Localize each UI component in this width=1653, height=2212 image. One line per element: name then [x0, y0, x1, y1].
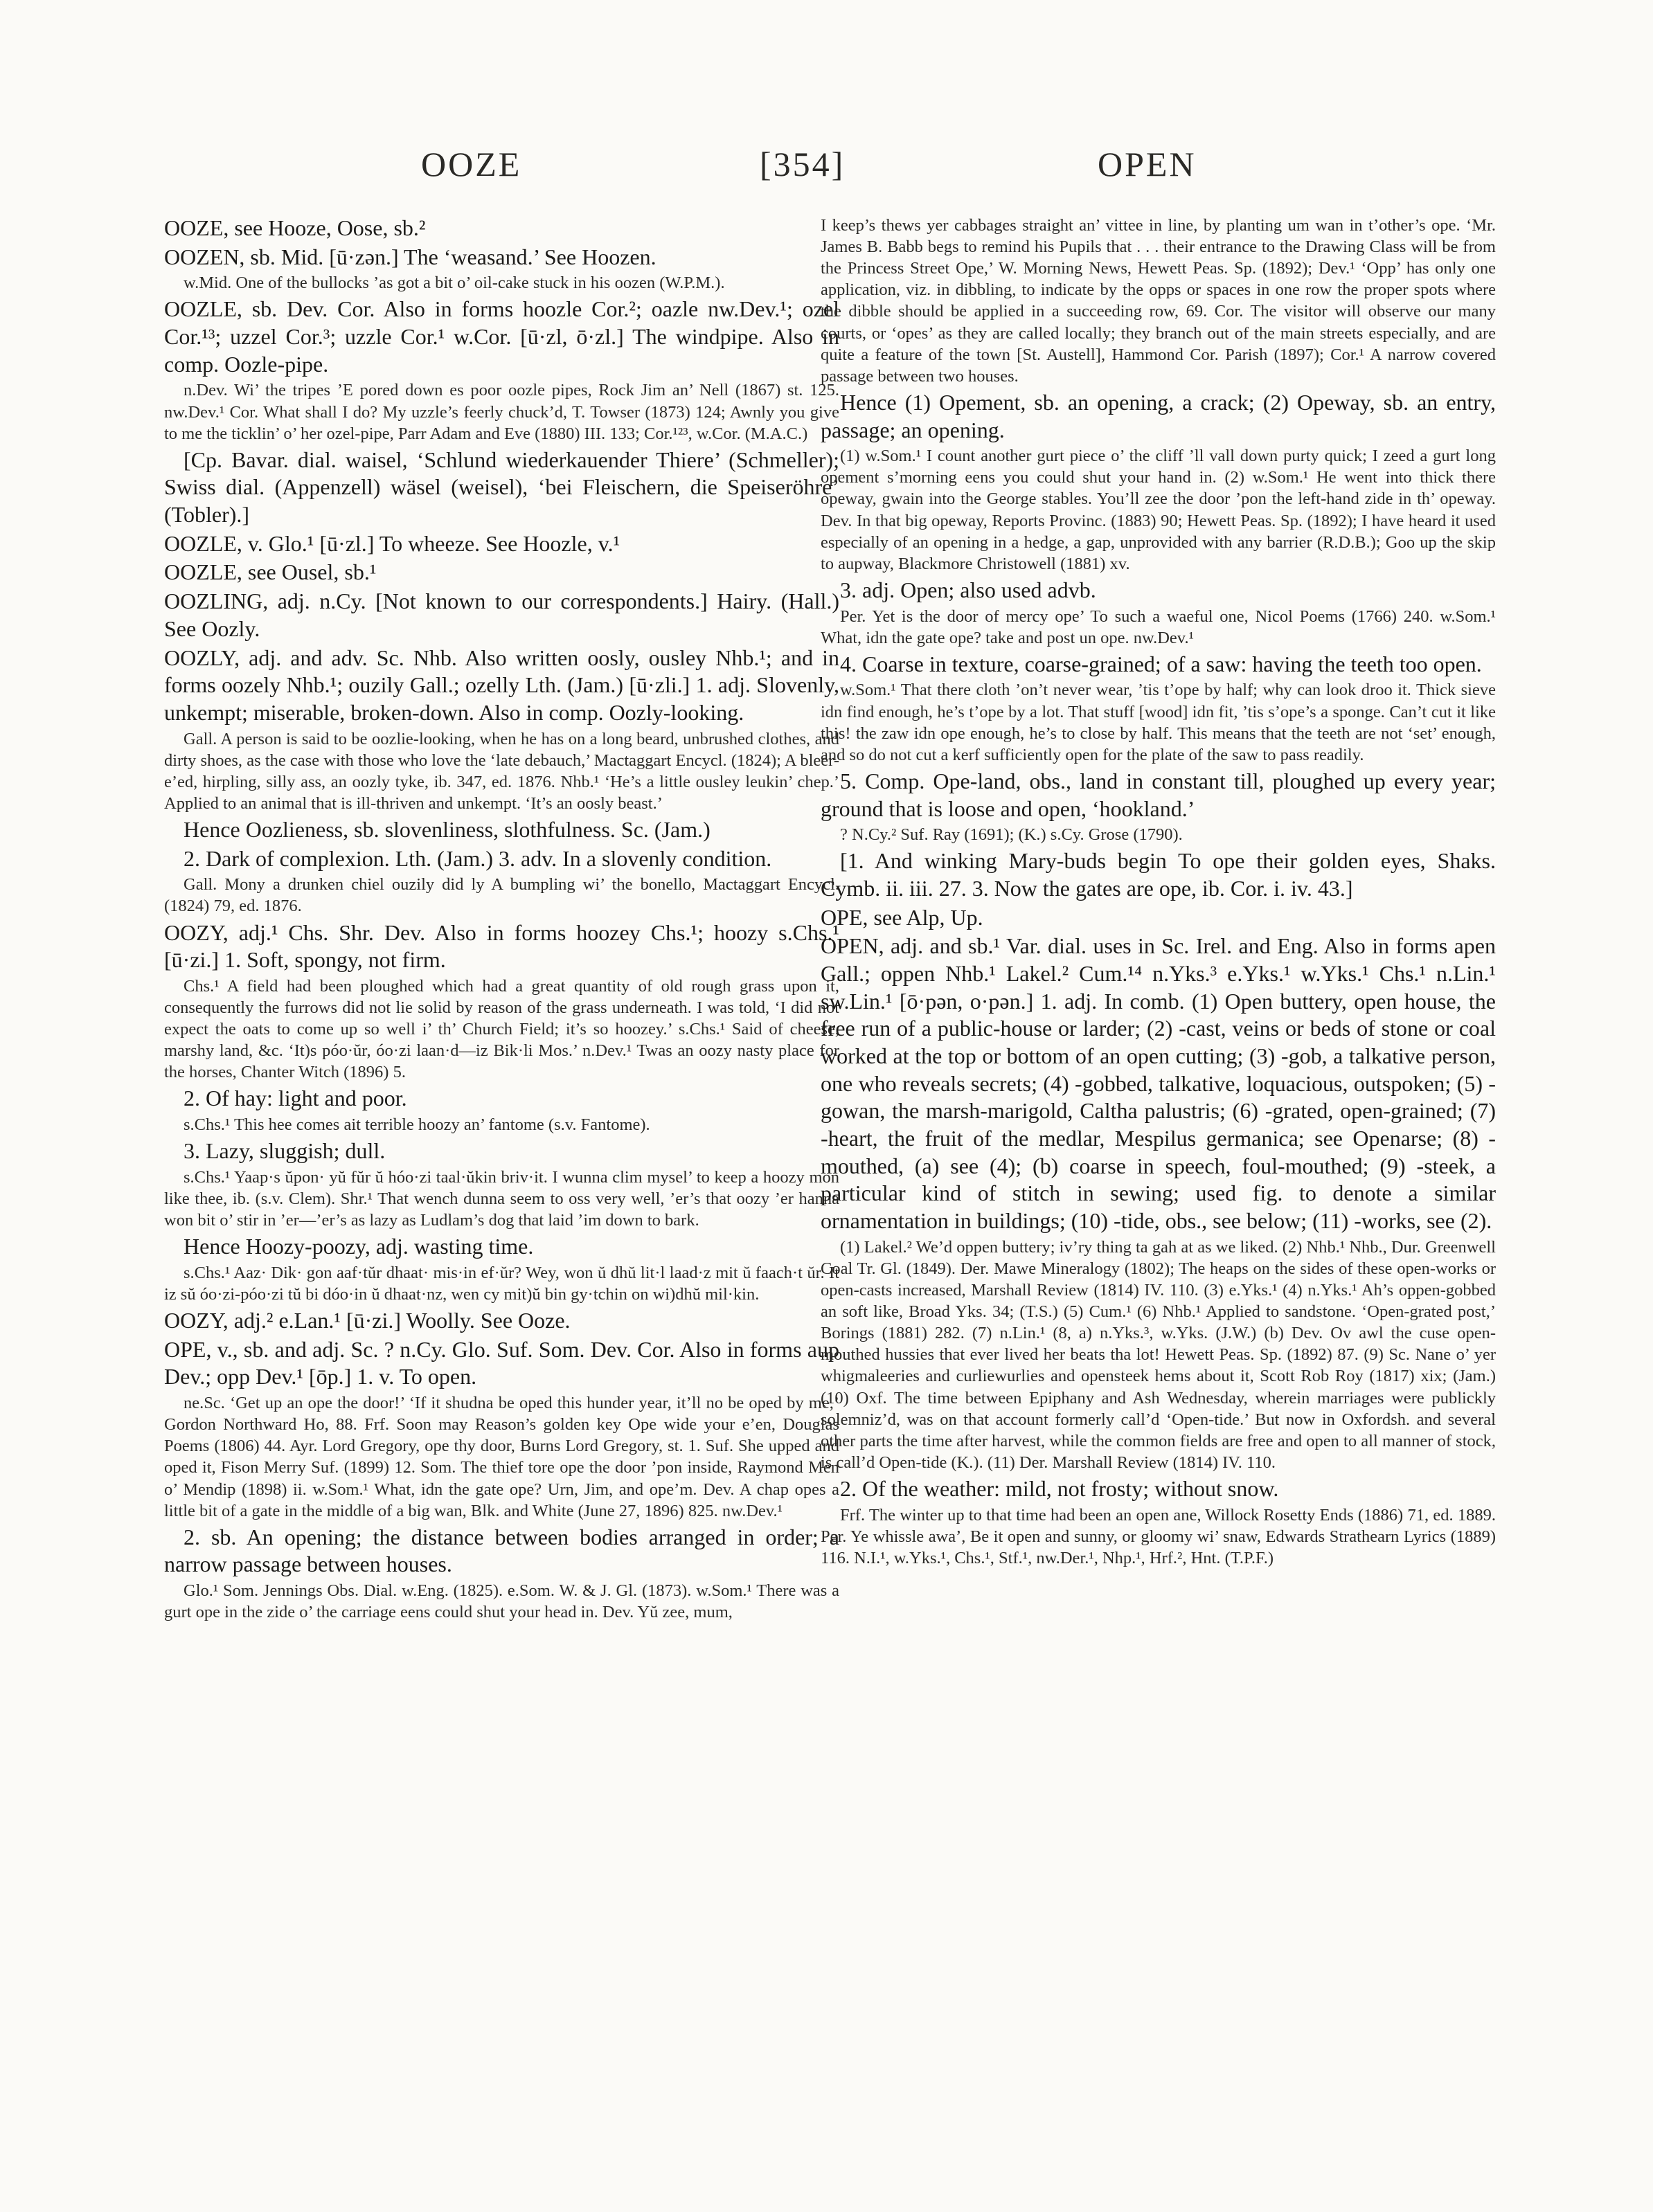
citation-paragraph: n.Dev. Wi’ the tripes ’E pored down es poor oozle pipes, Rock Jim an’ Nell (1867) st. 125. nw.Dev.¹ Cor. What shall I do? My uzzle’s feerly chuck’d, T. Towser (1873) 124; Awnly you give to me the ticklin’ o’ her ozel-pipe, Parr Adam and Eve (1880) III. 133; Cor.¹²³, w.Cor. (M.A.C.) [164, 381, 839, 443]
citation-paragraph: (1) w.Som.¹ I count another gurt piece o’ the cliff ’ll vall down purty quick; I zeed a gurt long opement s’morning eens you could shut your hand in. (2) w.Som.¹ He went into thick there opeway, gwain into the George stables. You’ll zee the door ’pon the left-hand zide in th’ opeway. Dev. In that big opeway, Reports Provinc. (1883) 90; Hewett Peas. Sp. (1892); I have heard it used especially of an opening in a hedge, a gap, unprovided with any barrier (R.D.B.); Goo up the skip to aupway, Blackmore Christowell (1881) xv. [821, 447, 1496, 573]
citation-paragraph: Chs.¹ A field had been ploughed which had a great quantity of old rough grass upon it, consequently the furrows did not lie solid by reason of the grass underneath. I was told, ‘I did not expect the oats to come up so well i’ th’ Church Field; it’s so hoozey.’ s.Chs.¹ Said of cheese, marshy land, &c. ‘It)s póo·ŭr, óo·zi laan·d—iz Bik·li Mos.’ n.Dev.¹ Twas an oozy nasty place for the horses, Chanter Witch (1896) 5. [164, 976, 839, 1082]
right-headword: OPEN [1098, 145, 1197, 183]
sense-paragraph: 2. Dark of complexion. Lth. (Jam.) 3. adv. In a slovenly condition. [184, 845, 772, 871]
dictionary-entry: OOZY, adj.² e.Lan.¹ [ū·zi.] Woolly. See Ooze. [164, 1308, 571, 1333]
dictionary-entry: OOZLE, v. Glo.¹ [ū·zl.] To wheeze. See Hoozle, v.¹ [164, 530, 620, 556]
dictionary-entry: OPEN, adj. and sb.¹ Var. dial. uses in Sc. Irel. and Eng. Also in forms apen Gall.; oppen Nhb.¹ Lakel.² Cum.¹⁴ n.Yks.³ e.Yks.¹ w.Yks.¹ Chs.¹ n.Lin.¹ sw.Lin.¹ [ō·pən, o·pən.] 1. adj. In comb. (1) Open buttery, open house, the free run of a public-house or larder; (2) -cast, veins or beds of stone or coal worked at the top or bottom of an open cutting; (3) -gob, a talkative person, one who reveals secrets; (4) -gobbed, talkative, loquacious, outspoken; (5) -gowan, the marsh-marigold, Caltha palustris; (6) -grated, open-grained; (7) -heart, the fruit of the medlar, Mespilus germanica; see Openarse; (8) -mouthed, (a) see (4); (b) coarse in speech, foul-mouthed; (9) -steek, a particular kind of stitch in sewing; used fig. to denote a similar ornamentation in buildings; (10) -tide, obs., see below; (11) -works, see (2). [821, 933, 1496, 1234]
dictionary-entry: OOZLE, sb. Dev. Cor. Also in forms hoozle Cor.²; oazle nw.Dev.¹; ozel Cor.¹³; uzzel Cor.³; uzzle Cor.¹ w.Cor. [ū·zl, ō·zl.] The windpipe. Also in comp. Oozle-pipe. [164, 296, 839, 377]
citation-paragraph: Frf. The winter up to that time had been an open ane, Willock Rosetty Ends (1886) 71, ed. 1889. Per. Ye whissle awa’, Be it open and sunny, or gloomy wi’ snaw, Edwards Strathearn Lyrics (1889) 116. N.I.¹, w.Yks.¹, Chs.¹, Stf.¹, nw.Der.¹, Nhp.¹, Hrf.², Hnt. (T.P.F.) [821, 1505, 1496, 1567]
citation-paragraph: w.Som.¹ That there cloth ’on’t never wear, ’tis t’ope by half; why can look droo it. Thick sieve idn find enough, he’s t’ope by a lot. That stuff [wood] idn fit, ’tis s’ope’s a sponge. Can’t cut it like this! the zaw idn ope enough, he’s to close by half. This means that the teeth are not ‘set’ enough, and so do not cut a kerf sufficiently open for the plate of the saw to pass readily. [821, 681, 1496, 764]
sense-paragraph: 5. Comp. Ope-land, obs., land in constant till, ploughed up every year; ground that is loose and open, ‘hookland.’ [821, 768, 1496, 821]
dictionary-entry: OOZE, see Hooze, Oose, sb.² [164, 215, 426, 240]
citation-paragraph: s.Chs.¹ This hee comes ait terrible hoozy an’ fantome (s.v. Fantome). [184, 1115, 650, 1135]
citation-paragraph: ? N.Cy.² Suf. Ray (1691); (K.) s.Cy. Grose (1790). [840, 825, 1183, 845]
sense-paragraph: 3. adj. Open; also used advb. [840, 577, 1096, 602]
sense-paragraph: Hence Oozlieness, sb. slovenliness, slothfulness. Sc. (Jam.) [184, 816, 711, 842]
citation-paragraph: Per. Yet is the door of mercy ope’ To such a waeful one, Nicol Poems (1766) 240. w.Som.¹ What, idn the gate ope? take and post un ope. nw.Dev.¹ [821, 606, 1496, 647]
citation-paragraph: ne.Sc. ‘Get up an ope the door!’ ‘If it shudna be oped this hunder year, it’ll no be oped by me,’ Gordon Northward Ho, 88. Frf. Soon may Reason’s golden key Ope wide your e’en, Douglas Poems (1806) 44. Ayr. Lord Gregory, ope thy door, Burns Lord Gregory, st. 1. Suf. She upped and oped it, Fison Merry Suf. (1899) 12. Som. The thief tore ope the door ’pon inside, Raymond Men o’ Mendip (1898) ii. w.Som.¹ What, idn the gate ope? Urn, Jim, and ope’m. Dev. A chap opes a little bit of a gate in the middle of a big wan, Blk. and White (June 27, 1896) 825. nw.Dev.¹ [164, 1394, 839, 1520]
citation-paragraph: Gall. A person is said to be oozlie-looking, when he has on a long beard, unbrushed clothes, and dirty shoes, as the case with those who love the ‘late debauch,’ Mactaggart Encycl. (1824); A bleer-e’ed, hirpling, silly ass, an oozly tyke, ib. 347, ed. 1876. Nhb.¹ ‘He’s a little ousley leukin’ chep.’ Applied to an animal that is ill-thriven and unkempt. ‘It’s an oosly beast.’ [164, 729, 839, 813]
running-header [0, 144, 1653, 199]
dictionary-entry: OOZLE, see Ousel, sb.¹ [164, 559, 377, 585]
dictionary-entry: OOZLING, adj. n.Cy. [Not known to our correspondents.] Hairy. (Hall.) See Oozly. [164, 588, 839, 641]
sense-paragraph: 2. Of the weather: mild, not frosty; without snow. [840, 1475, 1279, 1501]
sense-paragraph: [Cp. Bavar. dial. waisel, ‘Schlund wiederkauender Thiere’ (Schmeller); Swiss dial. (Appenzell) wäsel (weisel), ‘bei Fleischern, die Speiseröhre’ (Tobler).] [164, 447, 839, 528]
page-number: [354] [760, 145, 846, 183]
dictionary-entry: OOZLY, adj. and adv. Sc. Nhb. Also written oosly, ousley Nhb.¹; and in forms oozely Nhb.¹; ouzily Gall.; ozelly Lth. (Jam.) [ū·zli.] 1. adj. Slovenly, unkempt; miserable, broken-down. Also in comp. Oozly-looking. [164, 645, 839, 725]
sense-paragraph: 2. sb. An opening; the distance between bodies arranged in order; a narrow passage between houses. [164, 1524, 839, 1577]
citation-paragraph: w.Mid. One of the bullocks ’as got a bit o’ oil-cake stuck in his oozen (W.P.M.). [184, 273, 725, 293]
dictionary-entry: OOZEN, sb. Mid. [ū·zən.] The ‘weasand.’ See Hoozen. [164, 244, 656, 269]
right-column [821, 215, 1496, 1571]
left-headword: OOZE [421, 145, 522, 183]
sense-paragraph: 3. Lazy, sluggish; dull. [184, 1138, 386, 1164]
dictionary-entry: OOZY, adj.¹ Chs. Shr. Dev. Also in forms hoozey Chs.¹; hoozy s.Chs.¹ [ū·zi.] 1. Soft, spongy, not firm. [164, 919, 839, 973]
sense-paragraph: 2. Of hay: light and poor. [184, 1086, 407, 1111]
dictionary-entry: OPE, v., sb. and adj. Sc. ? n.Cy. Glo. Suf. Som. Dev. Cor. Also in forms aup Dev.; opp Dev.¹ [ōp.] 1. v. To open. [164, 1336, 839, 1390]
left-column [164, 215, 839, 1625]
sense-paragraph: [1. And winking Mary-buds begin To ope their golden eyes, Shaks. Cymb. ii. iii. 27. 3. Now the gates are ope, ib. Cor. i. iv. 43.] [821, 848, 1496, 901]
citation-paragraph: I keep’s thews yer cabbages straight an’ vittee in line, by planting um wan in t’other’s ope. ‘Mr. James B. Babb begs to remind his Pupils that . . . their entrance to the Drawing Class will be from the Princess Street Ope,’ W. Morning News, Hewett Peas. Sp. (1892); Dev.¹ ‘Opp’ has only one application, viz. in dibbling, to indicate by the opps or spaces in one row the proper spots where the dibble should be applied in a succeeding row, 69. Cor. The visitor will observe our many courts, or ‘opes’ as they are called locally; they branch out of the main streets especially, and are quite a feature of the town [St. Austell], Hammond Cor. Parish (1897); Cor.¹ A narrow covered passage between two houses. [821, 216, 1496, 386]
citation-paragraph: Gall. Mony a drunken chiel ouzily did ly A bumpling wi’ the bonello, Mactaggart Encycl. (1824) 79, ed. 1876. [164, 875, 839, 916]
citation-paragraph: Glo.¹ Som. Jennings Obs. Dial. w.Eng. (1825). e.Som. W. & J. Gl. (1873). w.Som.¹ There was a gurt ope in the zide o’ the carriage eens could shut your head in. Dev. Yŭ zee, mum, [164, 1581, 839, 1622]
citation-paragraph: (1) Lakel.² We’d oppen buttery; iv’ry thing ta gah at as we liked. (2) Nhb.¹ Nhb., Dur. Greenwell Coal Tr. Gl. (1849). Der. Mawe Mineralogy (1802); The heaps on the sides of these open-works or open-casts increased, Marshall Review (1814) IV. 110. (3) e.Yks.¹ (4) n.Yks.¹ Ah’s oppen-gobbed an soft like, Broad Yks. 34; (T.S.) (5) Cum.¹ (6) Nhb.¹ Applied to sandstone. ‘Open-grated post,’ Borings (1881) 282. (7) n.Lin.¹ (8, a) n.Yks.³, w.Yks. (J.W.) (b) Dev. Ov awl the cuse open-mouthed hussies that ever lived her beats tha lot! Hewett Peas. Sp. (1892) 87. (9) Sc. Nane o’ yer whigmaleeries and curliewurlies and opensteek hems about it, Scott Rob Roy (1817) xix; (Jam.) (10) Oxf. The time between Epiphany and Ash Wednesday, wherein marriages were publickly solemniz’d, was on that account formerly call’d ‘Open-tide.’ But now in Oxfordsh. and several other parts the time after harvest, while the common fields are free and open to all manner of stock, is call’d Open-tide (K.). (11) Der. Marshall Review (1814) IV. 110. [821, 1237, 1496, 1472]
dictionary-entry: OPE, see Alp, Up. [821, 904, 983, 930]
sense-paragraph: 4. Coarse in texture, coarse-grained; of a saw: having the teeth too open. [840, 651, 1482, 676]
sense-paragraph: Hence Hoozy-poozy, adj. wasting time. [184, 1234, 534, 1259]
citation-paragraph: s.Chs.¹ Aaz· Dik· gon aaf·tŭr dhaat· mis·in ef·ŭr? Wey, won ŭ dhŭ lit·l laad·z mit ŭ faach·t ŭr. It iz sŭ óo·zi-póo·zi tŭ bi dóo·in ŭ dhaat·nz, wen cy mit)ŭ bin gy·tchin on wi)dhŭ mil·kin. [164, 1263, 839, 1304]
citation-paragraph: s.Chs.¹ Yaap·s ŭpon· yŭ fŭr ŭ hóo·zi taal·ŭkin briv·it. I wunna clim mysel’ to keep a hoozy mon like thee, ib. (s.v. Clem). Shr.¹ That wench dunna seem to oss very well, ’er’s that oozy ’er hanna won bit o’ stir in ’er—’er’s as lazy as Ludlam’s dog that laid ’im down to bark. [164, 1167, 839, 1230]
sense-paragraph: Hence (1) Opement, sb. an opening, a crack; (2) Opeway, sb. an entry, passage; an opening. [821, 389, 1496, 442]
